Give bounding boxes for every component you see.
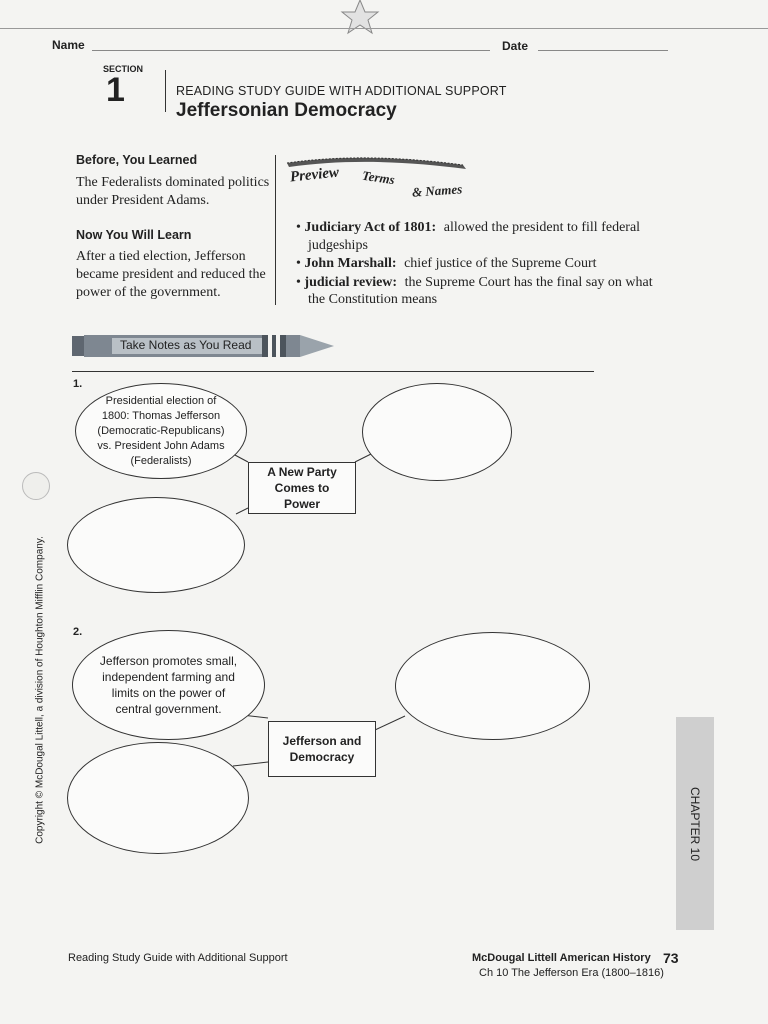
diagram2-number: 2. <box>73 626 83 638</box>
preview-word3: & Names <box>411 181 463 200</box>
diagram2-oval-top-right[interactable] <box>395 632 590 740</box>
diagram1-center-box: A New Party Comes to Power <box>248 462 356 514</box>
before-heading: Before, You Learned <box>76 153 198 167</box>
diagram1-oval-bottom-left[interactable] <box>67 497 245 593</box>
diagram2-center-box: Jefferson and Democracy <box>268 721 376 777</box>
footer-page: 73 <box>663 950 679 966</box>
diagram1-oval-top-left: Presidential election of 1800: Thomas Jefferson (Democratic-Republicans) vs. President John Adams (Federalists) <box>75 383 247 479</box>
now-text: After a tied election, Jefferson became president and reduced the power of the government. <box>76 249 266 300</box>
footer-chapter: Ch 10 The Jefferson Era (1800–1816) <box>479 967 664 979</box>
term-item: • John Marshall: chief justice of the Supreme Court <box>296 256 597 271</box>
date-label: Date <box>502 39 529 53</box>
section-label: SECTION <box>103 64 144 74</box>
before-text: The Federalists dominated politics under President Adams. <box>76 175 270 208</box>
section-number: 1 <box>106 71 125 109</box>
diagram1-oval-top-right[interactable] <box>362 383 512 481</box>
diagram2-oval-bottom-left[interactable] <box>67 742 249 854</box>
now-heading: Now You Will Learn <box>76 228 192 242</box>
preview-word2: Terms <box>361 167 396 188</box>
preview-word1: Preview <box>289 164 340 186</box>
footer-book: McDougal Littell American History <box>472 952 651 964</box>
name-label: Name <box>52 38 85 52</box>
footer-left: Reading Study Guide with Additional Support <box>68 952 288 964</box>
term-item: • judicial review: the Supreme Court has the final say on what the Constitution means <box>296 274 653 307</box>
page-title: Jeffersonian Democracy <box>176 100 397 121</box>
guide-title: READING STUDY GUIDE WITH ADDITIONAL SUPPORT <box>176 84 507 98</box>
diagram2-oval-top-left: Jefferson promotes small, independent farming and limits on the power of central government. <box>72 630 265 740</box>
chapter-tab-label: CHAPTER 10 <box>688 786 702 862</box>
diagram1-number: 1. <box>73 378 83 390</box>
binder-hole <box>22 472 50 500</box>
side-copyright: Copyright © McDougal Littell, a division of Houghton Mifflin Company. <box>34 536 46 844</box>
notes-banner-label: Take Notes as You Read <box>120 338 252 352</box>
term-item: • Judiciary Act of 1801: allowed the president to fill federal judgeships <box>296 220 641 253</box>
